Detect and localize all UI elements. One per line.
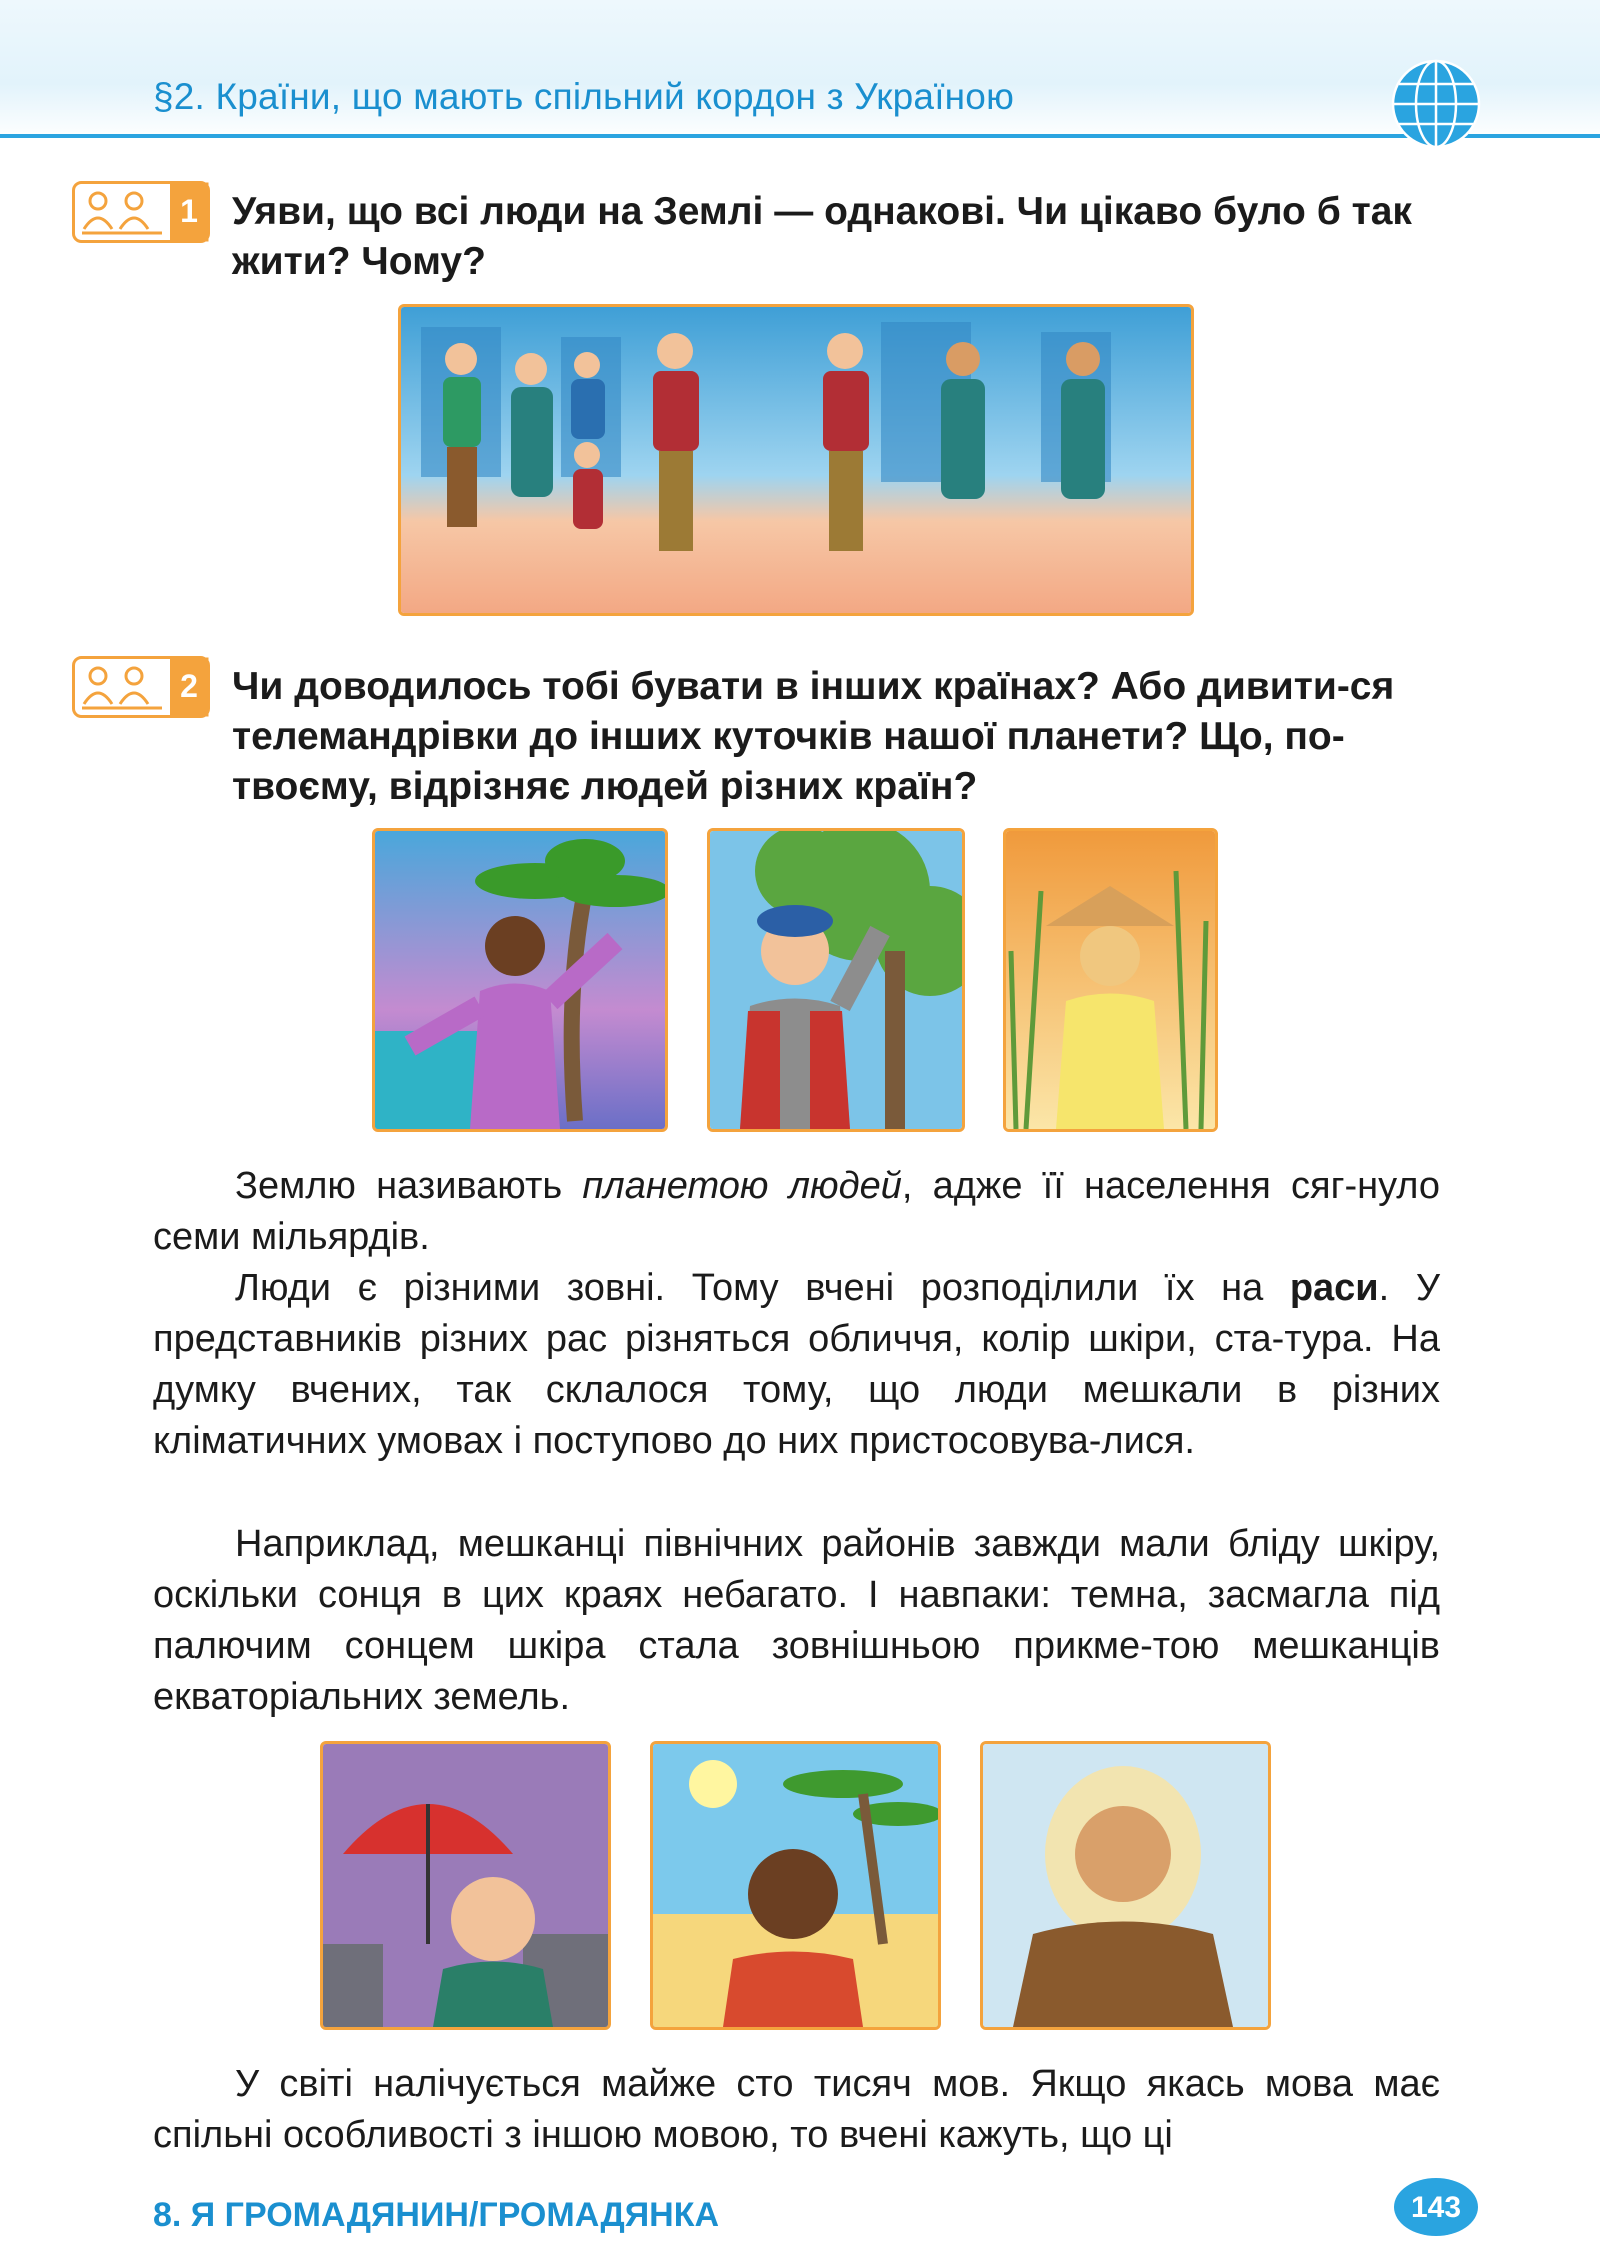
paragraph-text: Землю називають (235, 1165, 583, 1207)
illustration-sunny-man (650, 1741, 941, 2030)
header-divider (0, 134, 1600, 138)
globe-icon (1390, 58, 1482, 150)
paragraph-races (153, 1263, 1440, 1467)
bold-term: раси (1289, 1267, 1379, 1309)
page-number: 143 (1410, 2191, 1462, 2224)
illustration-tropical-man (372, 828, 668, 1132)
task-2-number: 2 (180, 668, 198, 704)
italic-term: планетою людей (582, 1165, 902, 1207)
illustration-european-man (707, 828, 965, 1132)
paragraph-languages: У світі налічується майже сто тисяч мов. Якщо якась мова має спільні особливості з іншою мовою, то вчені кажуть, що ці (153, 2063, 1440, 2156)
paragraph-text: , адже її населення сяг-нуло семи мільярдів. (153, 1165, 1440, 1258)
section-title: §2. Країни, що мають спільний кордон з Україною (153, 76, 1015, 117)
task-1-number: 1 (180, 193, 198, 229)
task-2-question: Чи доводилось тобі бувати в інших країнах? Або дивити-ся телемандрівки до інших куточків нашої планети? Що, по-твоєму, відрізняє людей різних країн? (232, 665, 1395, 808)
illustration-rain-man (320, 1741, 611, 2030)
illustration-northern-man (980, 1741, 1271, 2030)
illustration-asian-man (1003, 828, 1218, 1132)
illustration-identical-people (398, 304, 1194, 616)
header-background (0, 0, 1600, 140)
paragraph-text: Люди є різними зовні. Тому вчені розподілили їх на (235, 1267, 1290, 1309)
paragraph-planet-of-people (153, 1161, 1440, 1263)
paragraph-text: . У представників різних рас різняться обличчя, колір шкіри, ста-тура. На думку вчених, так склалося тому, що люди мешкали в різних кліматичних умовах і поступово до них пристосовува-лися. (153, 1267, 1440, 1462)
task-1-question: Уяви, що всі люди на Землі — однакові. Чи цікаво було б так жити? Чому? (232, 190, 1412, 283)
paragraph-skin-colour: Наприклад, мешканці північних районів завжди мали бліду шкіру, оскільки сонця в цих краях небагато. І навпаки: темна, засмагла під палючим сонцем шкіра стала зовнішньою прикме-тою мешканців екваторіальних земель. (153, 1523, 1440, 1718)
chapter-title: 8. Я ГРОМАДЯНИН/ГРОМАДЯНКА (153, 2196, 720, 2234)
